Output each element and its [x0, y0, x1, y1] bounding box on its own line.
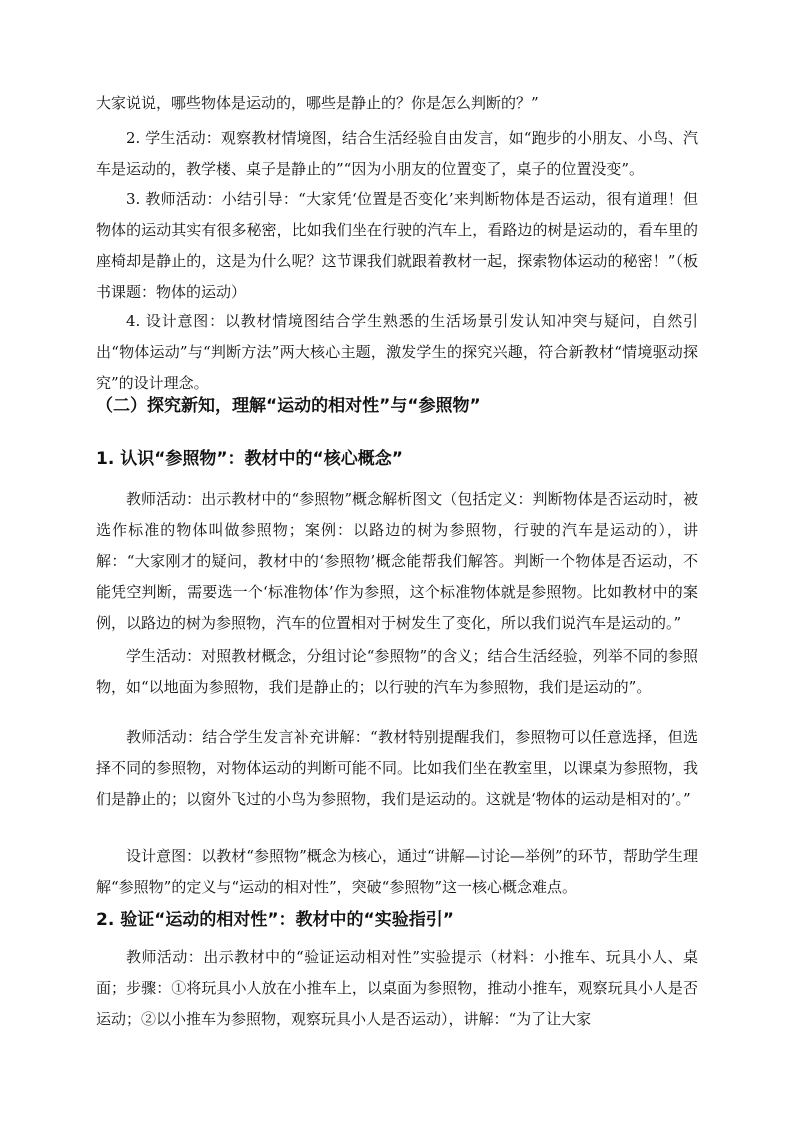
paragraph-teacher-activity-experiment: 教师活动：出示教材中的“验证运动相对性”实验提示（材料：小推车、玩具小人、桌面；步骤：①将玩具小人放在小推车上，以桌面为参照物，推动小推车，观察玩具小人是否运动；②以小推车为参照物，观察玩具小人是否运动），讲解：“为了让大家: [96, 948, 698, 1028]
paragraph-intro-question: 大家说说，哪些物体是运动的，哪些是静止的？你是怎么判断的？”: [96, 94, 539, 112]
subsection-heading-2: 2. 验证“运动的相对性”：教材中的“实验指引”: [96, 910, 454, 930]
paragraph-teacher-activity-relative: 教师活动：结合学生发言补充讲解：“教材特别提醒我们，参照物可以任意选择，但选择不同的参照物，对物体运动的判断可能不同。比如我们坐在教室里，以课桌为参照物，我们是静止的；以窗外飞过的小鸟为参照物，我们是运动的。这就是‘物体的运动是相对的’。”: [96, 728, 698, 808]
paragraph-design-intent-1: 4. 设计意图：以教材情境图结合学生熟悉的生活场景引发认知冲突与疑问，自然引出“物体运动”与“判断方法”两大核心主题，激发学生的探究兴趣，符合新教材“情境驱动探究”的设计理念。: [96, 312, 698, 392]
paragraph-teacher-summary: 3. 教师活动：小结引导：“大家凭‘位置是否变化’来判断物体是否运动，很有道理！但物体的运动其实有很多秘密，比如我们坐在行驶的汽车上，看路边的树是运动的，看车里的座椅却是静止的，这是为什么呢？这节课我们就跟着教材一起，探索物体运动的秘密！”（板书课题：物体的运动）: [96, 190, 698, 301]
section-heading-2: （二）探究新知，理解“运动的相对性”与“参照物”: [96, 396, 481, 416]
paragraph-design-intent-2: 设计意图：以教材“参照物”概念为核心，通过“讲解—讨论—举例”的环节，帮助学生理解“参照物”的定义与“运动的相对性”，突破“参照物”这一核心概念难点。: [96, 847, 698, 896]
paragraph-student-activity-reference: 学生活动：对照教材概念，分组讨论“参照物”的含义；结合生活经验，列举不同的参照物，如“以地面为参照物，我们是静止的；以行驶的汽车为参照物，我们是运动的”。: [96, 647, 698, 696]
paragraph-student-activity-1: 2. 学生活动：观察教材情境图，结合生活经验自由发言，如“跑步的小朋友、小鸟、汽车是运动的，教学楼、桌子是静止的”“因为小朋友的位置变了，桌子的位置没变”。: [96, 129, 698, 178]
paragraph-teacher-activity-reference: 教师活动：出示教材中的“参照物”概念解析图文（包括定义：判断物体是否运动时，被选作标准的物体叫做参照物；案例：以路边的树为参照物，行驶的汽车是运动的），讲解：“大家刚才的疑问，教材中的‘参照物’概念能帮我们解答。判断一个物体是否运动，不能凭空判断，需要选一个‘标准物体’作为参照，这个标准物体就是参照物。比如教材中的案例，以路边的树为参照物，汽车的位置相对于树发生了变化，所以我们说汽车是运动的。”: [96, 490, 698, 632]
subsection-heading-1: 1. 认识“参照物”：教材中的“核心概念”: [96, 449, 403, 469]
